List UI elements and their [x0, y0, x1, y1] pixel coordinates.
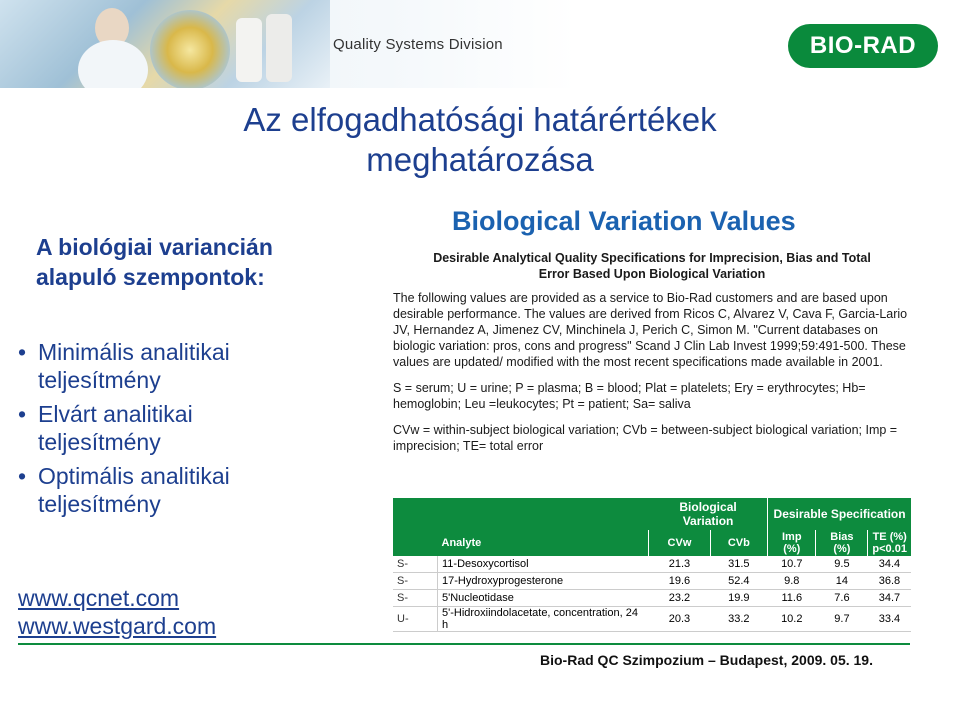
cell-imp: 10.2 — [768, 607, 816, 632]
test-tube-shape — [266, 14, 292, 82]
biological-variation-title: Biological Variation Values — [452, 206, 796, 236]
cell-cvb: 52.4 — [710, 573, 768, 590]
cell-bias: 14 — [816, 573, 868, 590]
table-row — [393, 573, 911, 590]
cell-te: 34.4 — [868, 556, 911, 573]
slide-title-line1: Az elfogadhatósági határértékek — [243, 101, 717, 138]
bullet-item-line1: • Minimális analitikai — [38, 339, 230, 365]
subheading-line2: alapuló szempontok: — [36, 264, 265, 290]
slide-title-line2: meghatározása — [366, 141, 594, 178]
westgard-link[interactable]: www.westgard.com — [18, 613, 217, 639]
header-photo — [0, 0, 330, 88]
qcnet-link[interactable]: www.qcnet.com — [18, 585, 180, 611]
cell-imp: 9.8 — [768, 573, 816, 590]
bullet-item — [18, 462, 358, 518]
table-row — [393, 607, 911, 632]
division-name: Quality Systems Division — [333, 36, 503, 53]
cell-analyte: 5'Nucleotidase — [438, 590, 649, 607]
column-header-imp: Imp (%) — [768, 530, 816, 556]
column-header-cvw: CVw — [649, 530, 710, 556]
table-row — [393, 590, 911, 607]
biological-variation-panel — [393, 250, 911, 464]
cell-specimen: S- — [393, 573, 438, 590]
column-header-te — [868, 530, 911, 556]
lab-coat-shape — [78, 40, 148, 88]
cell-cvw: 21.3 — [649, 556, 710, 573]
cell-cvb: 33.2 — [710, 607, 768, 632]
cell-analyte: 5'-Hidroxiindolacetate, concentration, 24 h — [438, 607, 649, 632]
biological-variation-table — [393, 498, 911, 632]
cell-analyte: 17-Hydroxyprogesterone — [438, 573, 649, 590]
table-row — [393, 556, 911, 573]
bullet-item-line2: teljesítmény — [38, 491, 161, 517]
cell-specimen: S- — [393, 590, 438, 607]
table-column-header-row — [393, 530, 911, 556]
cell-specimen: U- — [393, 607, 438, 632]
column-header-te-line1: TE (%) — [872, 531, 907, 543]
cell-imp: 10.7 — [768, 556, 816, 573]
cell-cvb: 31.5 — [710, 556, 768, 573]
footer-divider — [18, 643, 910, 645]
table-group-header-row — [393, 498, 911, 530]
intro-paragraph: The following values are provided as a service to Bio-Rad customers and are based upon desirable performance. The values are derived from Ricos C, Alvarez V, Cava F, Garcia-Lario JV, Hernandez A, Jimenez CV, Minchinela J, Perich C, Simon M. "Current databases on biologic variation: pros, cons and progress" Scand J Clin Lab Invest 1999;59:491-500. These values are updated/ modified with the most recent specifications made available in 2001. — [393, 291, 908, 369]
bio-rad-logo: BIO-RAD — [788, 24, 938, 68]
group-header-desirable-specification: Desirable Specification — [768, 498, 911, 530]
bullet-item — [18, 400, 358, 456]
cv-definitions-paragraph: CVw = within-subject biological variation; CVb = between-subject biological variation; Imp = imprecision; TE= total error — [393, 423, 898, 453]
cell-cvw: 20.3 — [649, 607, 710, 632]
bullet-item-line1: • Optimális analitikai — [38, 463, 230, 489]
table-header-spec — [393, 530, 438, 556]
cell-te: 34.7 — [868, 590, 911, 607]
bullet-item-line1: • Elvárt analitikai — [38, 401, 193, 427]
group-header-biological-variation: Biological Variation — [649, 498, 768, 530]
cell-cvw: 23.2 — [649, 590, 710, 607]
cell-specimen: S- — [393, 556, 438, 573]
bullet-list — [18, 338, 358, 524]
dqs-heading — [393, 250, 911, 282]
cell-te: 36.8 — [868, 573, 911, 590]
cell-cvw: 19.6 — [649, 573, 710, 590]
cell-bias: 9.5 — [816, 556, 868, 573]
reference-links — [18, 584, 216, 640]
column-header-bias: Bias (%) — [816, 530, 868, 556]
header-banner — [0, 0, 960, 88]
cell-te: 33.4 — [868, 607, 911, 632]
test-tube-shape — [236, 18, 262, 82]
cell-bias: 9.7 — [816, 607, 868, 632]
footer-text: Bio-Rad QC Szimpozium – Budapest, 2009. 05. 19. — [540, 652, 873, 668]
table-header-blank — [393, 498, 649, 530]
cell-bias: 7.6 — [816, 590, 868, 607]
cell-imp: 11.6 — [768, 590, 816, 607]
column-header-te-line2: p<0.01 — [872, 543, 907, 555]
bullet-item-line2: teljesítmény — [38, 367, 161, 393]
column-header-analyte: Analyte — [438, 530, 649, 556]
slide-title — [180, 100, 780, 180]
column-header-cvb: CVb — [710, 530, 768, 556]
dqs-heading-line2: Error Based Upon Biological Variation — [538, 267, 766, 281]
cd-disc-shape — [150, 10, 230, 88]
cell-cvb: 19.9 — [710, 590, 768, 607]
subheading-line1: A biológiai variancián — [36, 234, 273, 260]
bullet-item-line2: teljesítmény — [38, 429, 161, 455]
abbreviations-paragraph: S = serum; U = urine; P = plasma; B = blood; Plat = platelets; Ery = erythrocytes; Hb= hemoglobin; Leu =leukocytes; Pt = patient; Sa= saliva — [393, 381, 866, 411]
left-subheading — [36, 232, 366, 292]
bullet-item — [18, 338, 358, 394]
dqs-heading-line1: Desirable Analytical Quality Specifications for Imprecision, Bias and Total — [433, 251, 871, 265]
cell-analyte: 11-Desoxycortisol — [438, 556, 649, 573]
